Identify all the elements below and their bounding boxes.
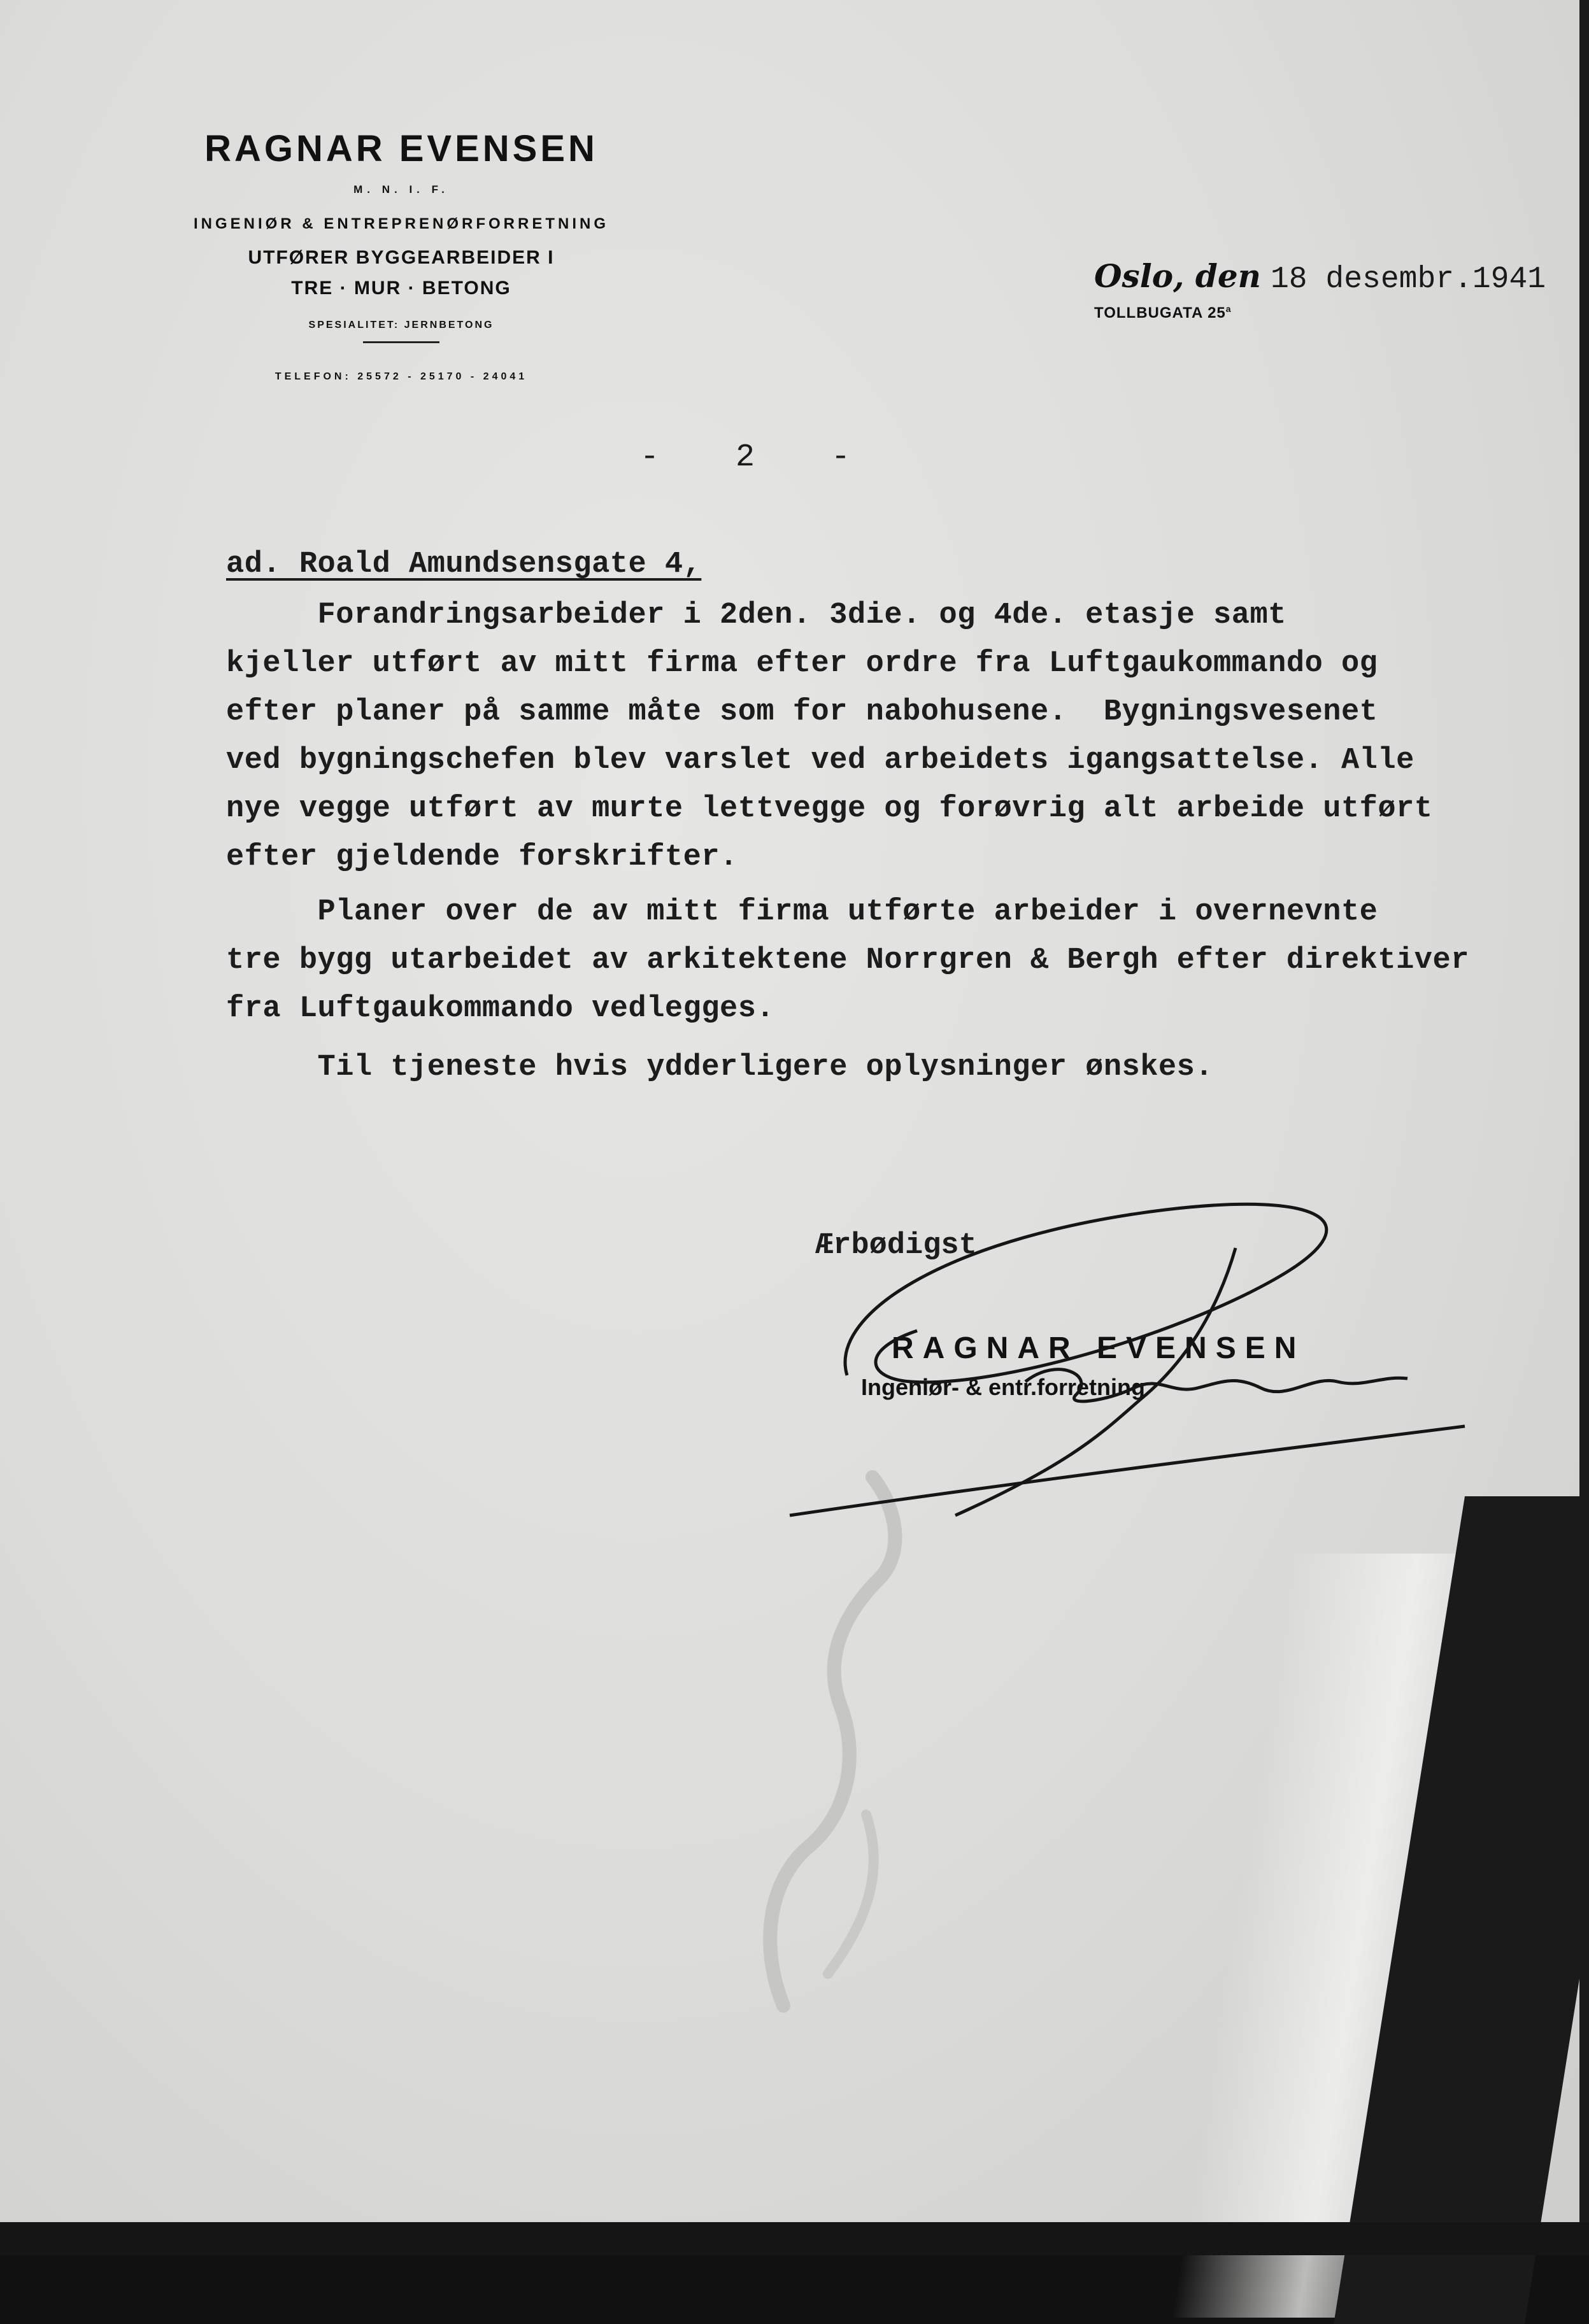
- body-line: Forandringsarbeider i 2den. 3die. og 4de. etasje samt: [226, 599, 1286, 632]
- letterhead-specialty: SPESIALITET: JERNBETONG: [308, 320, 494, 330]
- body-line: efter planer på samme måte som for nabohusene. Bygningsvesenet: [226, 695, 1378, 729]
- letterhead-phone: TELEFON: 25572 - 25170 - 24041: [274, 371, 528, 382]
- letterhead-rule: [363, 341, 439, 343]
- letterhead-name: RAGNAR EVENSEN: [204, 128, 598, 169]
- letterhead-services-line2: TRE · MUR · BETONG: [291, 278, 511, 299]
- body-line: fra Luftgaukommando vedlegges.: [226, 992, 775, 1026]
- page-number: - 2 -: [639, 439, 851, 476]
- letter-heading: ad. Roald Amundsensgate 4,: [226, 548, 702, 581]
- closing-salutation: Ærbødigst: [815, 1229, 977, 1263]
- body-line: tre bygg utarbeidet av arkitektene Norrgren & Bergh efter direktiver: [226, 944, 1469, 977]
- body-line: ved bygningschefen blev varslet ved arbeidets igangsattelse. Alle: [226, 744, 1414, 777]
- body-line: kjeller utført av mitt firma efter ordre fra Luftgaukommando og: [226, 647, 1378, 681]
- body-line: Planer over de av mitt firma utførte arbeider i overnevnte: [226, 895, 1378, 929]
- dateline-place: Oslo, den: [1094, 257, 1261, 295]
- dateline-address-text: TOLLBUGATA 25: [1094, 304, 1226, 322]
- body-line: nye vegge utført av murte lettvegge og forøvrig alt arbeide utført: [226, 792, 1433, 826]
- body-line: efter gjeldende forskrifter.: [226, 840, 738, 874]
- dateline-date: 18 desembr.1941: [1271, 262, 1546, 297]
- page-edge-bottom: [0, 2222, 1589, 2255]
- body-line: Til tjeneste hvis ydderligere oplysninger ønskes.: [226, 1051, 1214, 1084]
- letterhead-services-line1: UTFØRER BYGGEARBEIDER I: [248, 247, 555, 268]
- page-edge-right: [1579, 0, 1589, 2255]
- handwritten-signature: [752, 1184, 1516, 1541]
- letterhead-membership: M. N. I. F.: [353, 183, 449, 195]
- dateline-address: TOLLBUGATA 25$^a$: [1094, 304, 1232, 322]
- stamp-name: RAGNAR EVENSEN: [892, 1331, 1306, 1365]
- stamp-subtitle: Ingeniør- & entr.forretning: [861, 1374, 1145, 1400]
- letterhead-firm-type: INGENIØR & ENTREPRENØRFORRETNING: [193, 215, 609, 232]
